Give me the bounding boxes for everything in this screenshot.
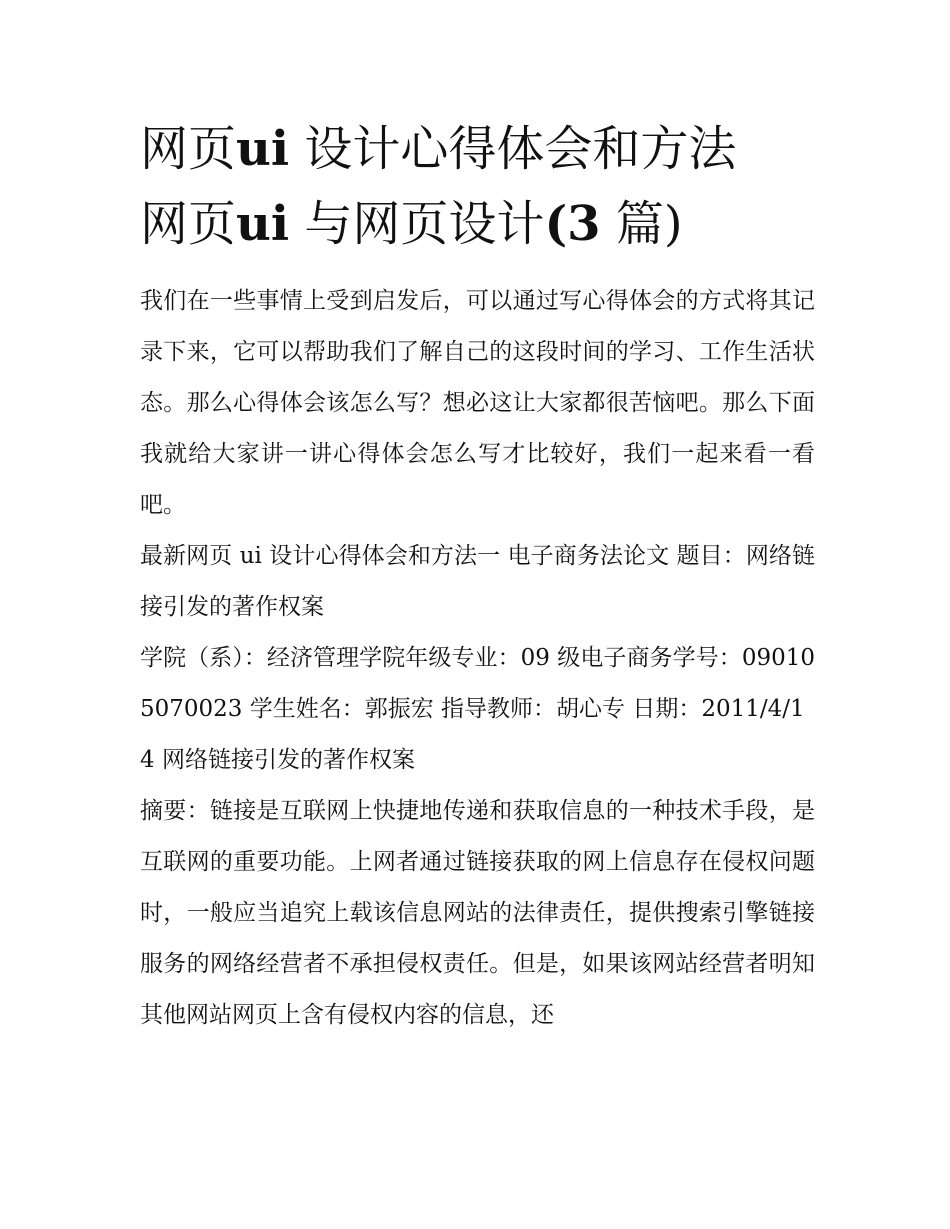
title-text-bold: ui <box>236 196 290 252</box>
title-text: 设计心得体会和方法 <box>304 121 737 177</box>
section-heading: 4 网络链接引发的著作权案 <box>140 747 415 773</box>
title-line-2 <box>140 196 683 252</box>
title-text: 篇) <box>615 196 683 252</box>
abstract-paragraph: 摘要：链接是互联网上快捷地传递和获取信息的一种技术手段，是互联网的重要功能。上网者通过链接获取的网上信息存在侵权问题时，一般应当追究上载该信息网站的法律责任，提供搜索引擎链接服务的网络经营者不承担侵权责任。但是，如果该网站经营者明知其他网站网页上含有侵权内容的信息，还 <box>140 798 815 1028</box>
document-title <box>140 112 815 262</box>
title-text-bold: (3 <box>544 196 601 252</box>
author-info-paragraph: 学院（系）：经济管理学院年级专业：09 级电子商务学号：090105070023 学生姓名：郭振宏 指导教师：胡心专 日期：2011/4/1 <box>140 645 815 722</box>
title-text: 与网页设计 <box>304 196 545 252</box>
title-line-1 <box>140 121 736 177</box>
document-page <box>140 112 815 1041</box>
title-text: 网页 <box>140 196 237 252</box>
title-text: 网页 <box>140 121 237 177</box>
title-text-bold: ui <box>236 121 290 177</box>
paper-heading-paragraph: 最新网页 ui 设计心得体会和方法一 电子商务法论文 题目：网络链接引发的著作权案 <box>140 543 815 620</box>
intro-paragraph: 我们在一些事情上受到启发后，可以通过写心得体会的方式将其记录下来，它可以帮助我们了解自己的这段时间的学习、工作生活状态。那么心得体会该怎么写？想必这让大家都很苦恼吧。那么下面我就给大家讲一讲心得体会怎么写才比较好，我们一起来看一看吧。 <box>140 288 815 518</box>
